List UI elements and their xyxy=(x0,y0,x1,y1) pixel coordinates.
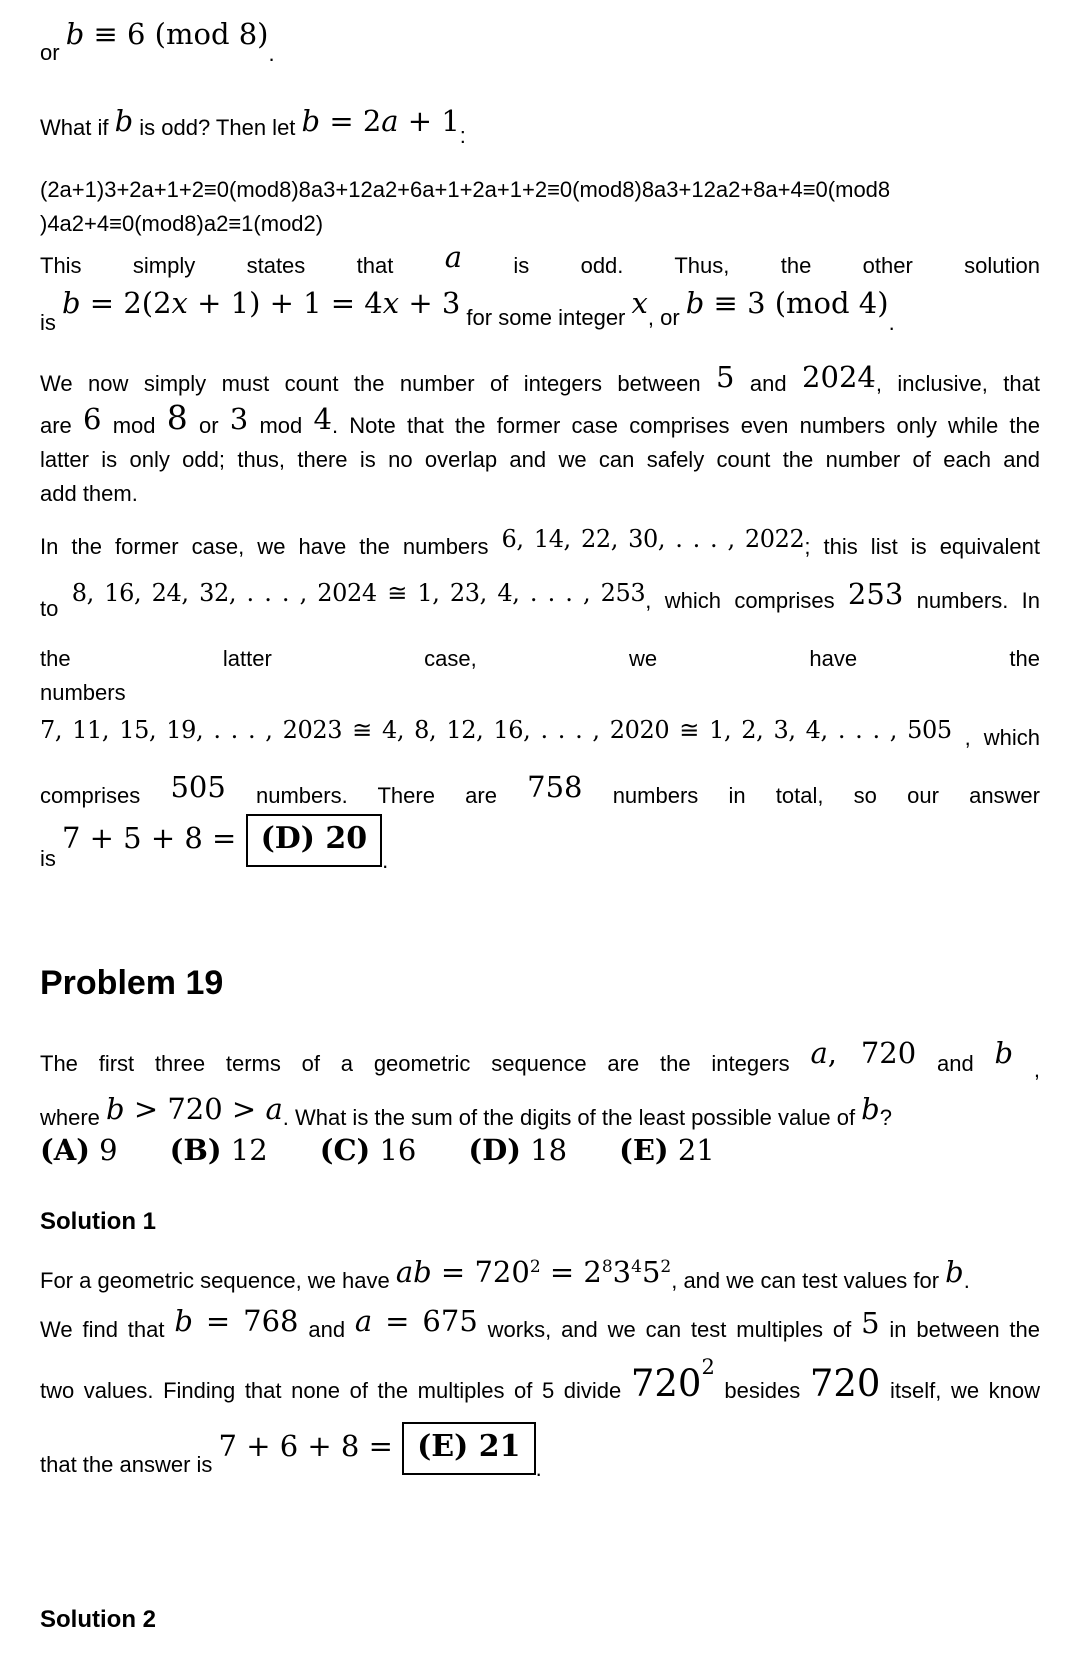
math-run: b xyxy=(994,1036,1014,1071)
answer-choice-b-label: (B) xyxy=(169,1132,222,1167)
answer-choice-d-value: 18 xyxy=(520,1132,568,1167)
math-run: ≡ 6 (mod 8) xyxy=(84,17,269,51)
math-run: = 720 xyxy=(431,1255,530,1290)
math-run: 253 xyxy=(847,577,904,612)
latter-case-line-2 xyxy=(40,676,1040,710)
heading-text: Problem 19 xyxy=(40,963,224,1002)
body-text-run: besides xyxy=(714,1377,810,1403)
math-run: 2024 xyxy=(802,359,876,394)
math-run: 7 + 5 + 8 = xyxy=(62,820,246,855)
math-run: b xyxy=(685,286,705,321)
body-text-run: numbers. In xyxy=(903,588,1041,614)
body-text-run: is xyxy=(40,310,62,336)
count-paragraph-line-3 xyxy=(40,443,1040,477)
math-run: b xyxy=(945,1255,964,1290)
solution-1-heading xyxy=(40,1208,1040,1237)
body-text-run: The first three terms of a geometric sequence are the integers xyxy=(40,1051,811,1077)
answer-choice-a-label: (A) xyxy=(40,1132,90,1167)
math-run: 6, 14, 22, 30, . . . , 2022 xyxy=(501,524,805,553)
math-run: ≡ 3 (mod 4) xyxy=(704,286,889,321)
expanded-congruence-line-2 xyxy=(40,207,1040,241)
body-text-run: . Note that the former case comprises even numbers only while the xyxy=(331,412,1040,438)
body-text-run: . xyxy=(963,1268,970,1294)
plain-math-text-run: (2a+1)3+2a+1+2≡0(mod8)8a3+12a2+6a+1+2a+1+2≡0(mod8)8a3+12a2+8a+4≡0(mod8 xyxy=(40,177,891,203)
math-run: b xyxy=(861,1092,880,1127)
math-sup-run: 8 xyxy=(601,1257,613,1278)
expanded-congruence-line-1 xyxy=(40,173,1040,207)
body-text-run: In the former case, we have the numbers xyxy=(40,533,502,559)
body-text-run: ; this list is equivalent xyxy=(804,533,1040,559)
answer-choice-c-label: (C) xyxy=(319,1132,371,1167)
body-text-run: numbers xyxy=(40,680,126,706)
body-text-run: are xyxy=(40,412,84,438)
body-text-run: : xyxy=(459,123,466,149)
body-text-run: . xyxy=(888,310,895,336)
math-sup-run: 2 xyxy=(660,1257,672,1278)
body-text-run: For a geometric sequence, we have xyxy=(40,1268,396,1294)
body-text-run: , and we can test values for xyxy=(671,1268,946,1294)
math-run: = 2 xyxy=(540,1255,602,1290)
math-run: 720 xyxy=(809,1361,881,1405)
body-text-run: mod xyxy=(101,412,167,438)
math-run: 7 + 6 + 8 = xyxy=(218,1428,403,1463)
body-text-run: where xyxy=(40,1105,107,1131)
math-run: x xyxy=(382,286,400,321)
plain-math-text-run: )4a2+4≡0(mod8)a2≡1(mod2) xyxy=(40,211,324,237)
body-text-run: for some integer xyxy=(460,305,632,331)
body-text-run: . xyxy=(268,41,275,66)
math-run: b xyxy=(106,1092,125,1127)
math-run: + 3 xyxy=(399,286,461,321)
other-solution-line xyxy=(40,286,1040,340)
answer-choice-e-value: 21 xyxy=(668,1132,715,1167)
latter-case-line-3 xyxy=(40,718,1040,755)
body-text-run: , which comprises xyxy=(645,588,848,614)
body-text-run: numbers in total, so our answer xyxy=(582,783,1040,809)
mod8-result-line xyxy=(40,17,1040,71)
heading-text: Solution 2 xyxy=(40,1605,156,1633)
answer-choice-c-value: 16 xyxy=(370,1132,417,1167)
boxed-answer-d20: (D) 20 xyxy=(246,814,383,867)
math-run: b xyxy=(174,1303,193,1338)
math-run: b xyxy=(65,17,85,51)
body-text-run: in between the xyxy=(879,1316,1041,1342)
math-run: a xyxy=(381,104,399,139)
body-text-run: or xyxy=(187,412,230,438)
body-text-run: the latter case, we have the xyxy=(40,646,1040,672)
math-run: b xyxy=(62,286,81,321)
math-run: a xyxy=(444,240,462,275)
body-text-run: . xyxy=(535,1455,542,1481)
problem-19-heading xyxy=(40,963,1040,1004)
problem-19-statement-line-2 xyxy=(40,1092,1040,1135)
body-text-run: or xyxy=(40,40,66,65)
math-run: , 720 xyxy=(827,1036,917,1071)
problem-19-statement-line-1 xyxy=(40,1036,1040,1087)
math-run: a xyxy=(354,1303,373,1338)
count-paragraph-line-4 xyxy=(40,477,1040,511)
math-run: b xyxy=(114,104,134,139)
math-run: 758 xyxy=(527,770,583,805)
math-run: 5 xyxy=(641,1255,661,1290)
answer-choice-e-label: (E) xyxy=(619,1132,669,1167)
math-run: = 675 xyxy=(372,1303,478,1338)
math-run: + 1) + 1 = 4 xyxy=(187,286,383,321)
math-run: x xyxy=(171,286,188,321)
math-run: 3 xyxy=(612,1255,632,1290)
body-text-run: that the answer is xyxy=(40,1451,219,1477)
math-run: 5 xyxy=(861,1305,880,1340)
body-text-run: What if xyxy=(40,115,115,141)
math-run: 5 xyxy=(716,359,735,394)
body-text-run: add them. xyxy=(40,480,138,506)
body-text-run: , xyxy=(1013,1057,1040,1083)
math-sup-run: 2 xyxy=(701,1354,715,1379)
total-count-line xyxy=(40,770,1040,813)
former-case-line-1 xyxy=(40,524,1040,564)
body-text-run: two values. Finding that none of the multiples of 5 divide xyxy=(40,1377,631,1403)
body-text-run: itself, we know xyxy=(880,1377,1040,1403)
solution-1-line-1 xyxy=(40,1255,1040,1298)
body-text-run: We find that xyxy=(40,1316,175,1342)
body-text-run: and xyxy=(734,370,803,396)
math-sup-run: 4 xyxy=(631,1257,642,1278)
body-text-run: ? xyxy=(879,1105,892,1131)
body-text-run: numbers. There are xyxy=(225,783,528,809)
body-text-run: and xyxy=(916,1051,995,1077)
body-text-run: and xyxy=(298,1316,355,1342)
answer-choice-a-value: 9 xyxy=(89,1132,118,1167)
answer-choice-b-value: 12 xyxy=(221,1132,268,1167)
math-sup-run: 2 xyxy=(529,1257,541,1278)
solution-1-line-2 xyxy=(40,1303,1041,1347)
body-text-run: , inclusive, that xyxy=(875,370,1041,396)
body-text-run: comprises xyxy=(40,783,171,809)
solution-1-line-3 xyxy=(40,1354,1040,1408)
solution-1-answer-line xyxy=(40,1422,1040,1486)
body-text-run: is xyxy=(40,845,62,871)
body-text-run: to xyxy=(40,596,72,622)
body-text-run: is odd. Thus, the other solution xyxy=(462,253,1040,279)
body-text-run: We now simply must count the number of integers between xyxy=(40,370,717,396)
math-run: = 768 xyxy=(192,1303,299,1338)
solution-2-heading xyxy=(40,1606,1040,1635)
math-run: 4 xyxy=(313,401,332,436)
math-run: = 2(2 xyxy=(80,286,172,321)
math-run: 3 xyxy=(229,401,249,436)
math-run: 720 xyxy=(630,1361,702,1405)
body-text-run: , which xyxy=(951,725,1041,751)
body-text-run: works, and we can test multiples of xyxy=(477,1316,862,1342)
math-run: a xyxy=(265,1092,283,1127)
body-text-run: . What is the sum of the digits of the least possible value of xyxy=(282,1105,862,1131)
math-run: + 1 xyxy=(398,104,460,139)
math-run: > 720 > xyxy=(124,1092,266,1127)
body-text-run: This simply states that xyxy=(40,253,445,279)
body-text-run: is odd? Then let xyxy=(133,115,302,141)
math-run: 505 xyxy=(170,770,226,805)
heading-text: Solution 1 xyxy=(40,1207,156,1235)
math-run: a xyxy=(810,1036,828,1071)
math-run: 7, 11, 15, 19, . . . , 2023 ≅ 4, 8, 12, 16, . . . , 2020 ≅ 1, 2, 3, 4, . . . , 505 xyxy=(40,716,952,745)
body-text-run: latter is only odd; thus, there is no overlap and we can safely count the number of each and xyxy=(40,446,1040,472)
body-text-run: mod xyxy=(248,412,314,438)
math-run: x xyxy=(631,286,648,321)
odd-case-intro-line xyxy=(40,104,1040,153)
math-run: 6 xyxy=(83,401,102,436)
math-run: ab xyxy=(395,1255,432,1290)
body-text-run: , or xyxy=(647,305,686,331)
count-paragraph-line-1 xyxy=(40,359,1041,401)
answer-choice-d-label: (D) xyxy=(468,1132,521,1167)
math-run: 8 xyxy=(166,397,188,437)
boxed-answer-e21: (E) 21 xyxy=(402,1422,535,1475)
count-paragraph-line-2 xyxy=(40,397,1040,443)
body-text-run: . xyxy=(382,847,389,873)
former-case-line-2 xyxy=(40,577,1041,626)
a-odd-statement-line xyxy=(40,240,1040,283)
math-run: b xyxy=(301,104,321,139)
math-run: 8, 16, 24, 32, . . . , 2024 ≅ 1, 23, 4, . . . , 253 xyxy=(71,579,646,608)
answer-choices-line xyxy=(40,1132,1040,1174)
math-run: = 2 xyxy=(320,104,382,139)
latter-case-line-1 xyxy=(40,642,1040,676)
answer-d-line xyxy=(40,814,1040,878)
